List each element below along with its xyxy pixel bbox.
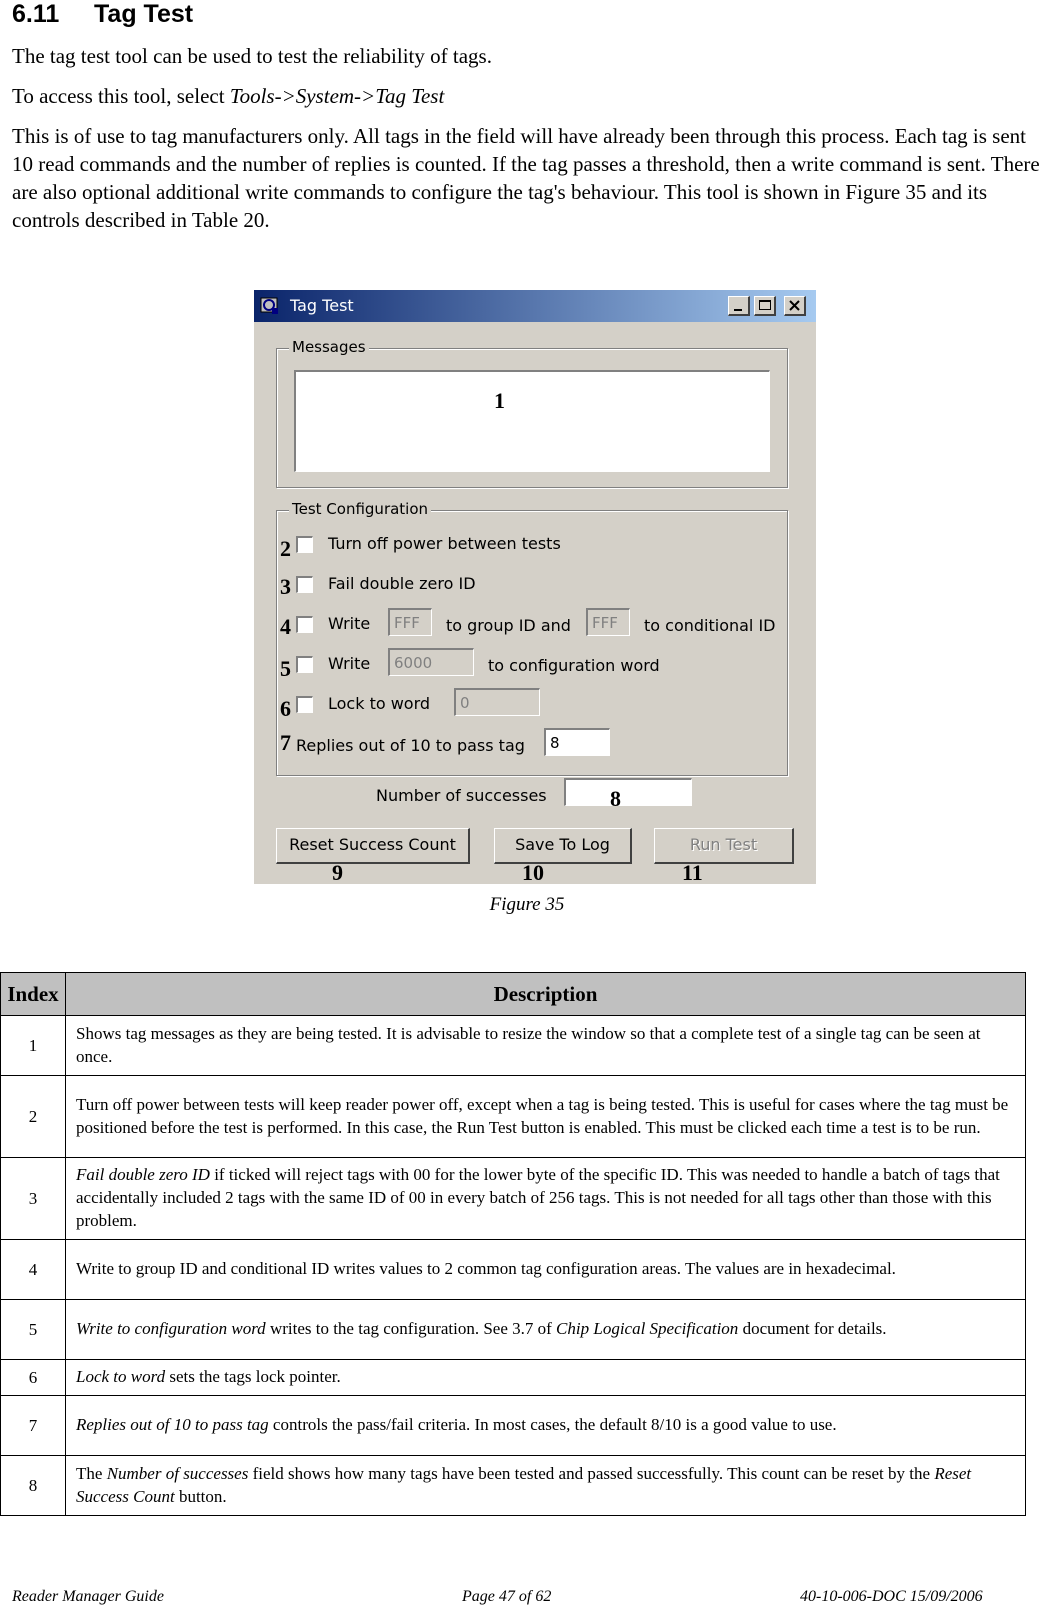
intro-paragraph-3: This is of use to tag manufacturers only. All tags in the field will have already been through this process. Each tag is sent 10 read commands and the number of replies is counted. If the tag passes a threshold, then a write command is sent. There are also optional additional write commands to configure the tag's behaviour. This tool is shown in Figure 35 and its controls described in Table 20. bbox=[12, 124, 1040, 232]
minimize-button[interactable] bbox=[728, 296, 750, 316]
callout-8: 8 bbox=[610, 786, 621, 811]
successes-label: Number of successes bbox=[376, 786, 547, 805]
row-description: Fail double zero ID if ticked will reject tags with 00 for the lower byte of the specific ID. This was needed to handle a batch of tags that accidentally included 2 tags with the same ID of 00 in every batch of 256 tags. This is not needed for all tags other than those with this problem. bbox=[66, 1158, 1026, 1240]
conditional-id-input[interactable]: FFF bbox=[586, 608, 630, 636]
dialog-title: Tag Test bbox=[290, 296, 354, 315]
maximize-button[interactable] bbox=[754, 296, 776, 316]
footer-doc-id: 40-10-006-DOC 15/09/2006 bbox=[800, 1588, 983, 1605]
messages-label: Messages bbox=[289, 338, 369, 356]
lock-word-checkbox[interactable] bbox=[296, 696, 313, 713]
callout-1: 1 bbox=[494, 388, 505, 413]
section-heading bbox=[12, 0, 193, 29]
run-test-button[interactable]: Run Test bbox=[654, 828, 794, 864]
callout-2: 2 bbox=[280, 536, 291, 561]
replies-label: Replies out of 10 to pass tag bbox=[296, 736, 525, 755]
group-id-input[interactable]: FFF bbox=[388, 608, 432, 636]
maximize-icon bbox=[758, 299, 772, 313]
index-header: Index bbox=[1, 973, 66, 1016]
tag-test-dialog bbox=[254, 290, 816, 884]
row-description: Write to configuration word writes to the tag configuration. See 3.7 of Chip Logical Specification document for details. bbox=[66, 1300, 1026, 1360]
lock-word-input[interactable]: 0 bbox=[454, 688, 540, 716]
section-number: 6.11 bbox=[12, 0, 60, 28]
write-group-checkbox[interactable] bbox=[296, 616, 313, 633]
successes-field bbox=[564, 778, 692, 806]
table-row bbox=[1, 1240, 1026, 1300]
row-index: 4 bbox=[1, 1240, 66, 1300]
messages-box[interactable] bbox=[294, 370, 770, 472]
reset-success-count-button[interactable]: Reset Success Count bbox=[276, 828, 470, 864]
write-group-label: Write bbox=[328, 614, 371, 633]
double-zero-checkbox[interactable] bbox=[296, 576, 313, 593]
row-description: Shows tag messages as they are being tested. It is advisable to resize the window so that a complete test of a single tag can be seen at once. bbox=[66, 1016, 1026, 1076]
to-group-label: to group ID and bbox=[446, 616, 571, 635]
callout-3: 3 bbox=[280, 574, 291, 599]
callout-11: 11 bbox=[682, 860, 703, 885]
section-title: Tag Test bbox=[94, 0, 194, 28]
save-to-log-button[interactable]: Save To Log bbox=[494, 828, 632, 864]
double-zero-label: Fail double zero ID bbox=[328, 574, 476, 593]
power-off-label: Turn off power between tests bbox=[328, 534, 561, 553]
footer-page-number: Page 47 of 62 bbox=[462, 1588, 552, 1605]
row-description: The Number of successes field shows how many tags have been tested and passed successfully. This count can be reset by the Reset Success Count button. bbox=[66, 1456, 1026, 1516]
lock-word-label: Lock to word bbox=[328, 694, 431, 713]
config-word-input[interactable]: 6000 bbox=[388, 648, 474, 676]
callout-6: 6 bbox=[280, 696, 291, 721]
row-index: 3 bbox=[1, 1158, 66, 1240]
close-button[interactable] bbox=[784, 296, 806, 316]
menu-path: Tools->System->Tag Test bbox=[229, 84, 445, 108]
row-index: 1 bbox=[1, 1016, 66, 1076]
to-conditional-label: to conditional ID bbox=[644, 616, 776, 635]
table-row bbox=[1, 1158, 1026, 1240]
controls-table bbox=[0, 972, 1026, 1516]
to-config-word-label: to configuration word bbox=[488, 656, 660, 675]
app-icon bbox=[260, 296, 280, 316]
power-off-checkbox[interactable] bbox=[296, 536, 313, 553]
table-row bbox=[1, 1396, 1026, 1456]
row-index: 5 bbox=[1, 1300, 66, 1360]
callout-4: 4 bbox=[280, 614, 291, 639]
intro-paragraph-1: The tag test tool can be used to test the reliability of tags. bbox=[12, 44, 492, 68]
replies-input[interactable]: 8 bbox=[544, 728, 610, 756]
title-bar[interactable] bbox=[254, 290, 816, 322]
row-index: 8 bbox=[1, 1456, 66, 1516]
footer-doc-title: Reader Manager Guide bbox=[12, 1588, 164, 1605]
intro-paragraph-2 bbox=[12, 82, 1052, 110]
table-header-row bbox=[1, 973, 1026, 1016]
table-row bbox=[1, 1300, 1026, 1360]
close-icon bbox=[788, 299, 802, 313]
callout-7: 7 bbox=[280, 730, 291, 755]
row-description: Replies out of 10 to pass tag controls the pass/fail criteria. In most cases, the default 8/10 is a good value to use. bbox=[66, 1396, 1026, 1456]
row-description: Write to group ID and conditional ID writes values to 2 common tag configuration areas. The values are in hexadecimal. bbox=[66, 1240, 1026, 1300]
table-row bbox=[1, 1360, 1026, 1396]
table-row bbox=[1, 1456, 1026, 1516]
table-row bbox=[1, 1016, 1026, 1076]
row-index: 2 bbox=[1, 1076, 66, 1158]
callout-9: 9 bbox=[332, 860, 343, 885]
figure-caption: Figure 35 bbox=[489, 894, 565, 915]
callout-5: 5 bbox=[280, 656, 291, 681]
row-description: Lock to word sets the tags lock pointer. bbox=[66, 1360, 1026, 1396]
row-index: 6 bbox=[1, 1360, 66, 1396]
minimize-icon bbox=[732, 299, 746, 313]
row-index: 7 bbox=[1, 1396, 66, 1456]
description-header: Description bbox=[66, 973, 1026, 1016]
table-row bbox=[1, 1076, 1026, 1158]
test-configuration-label: Test Configuration bbox=[289, 500, 431, 518]
write-config-label: Write bbox=[328, 654, 371, 673]
callout-10: 10 bbox=[522, 860, 544, 885]
access-prefix: To access this tool, select bbox=[12, 84, 230, 108]
write-config-checkbox[interactable] bbox=[296, 656, 313, 673]
row-description: Turn off power between tests will keep reader power off, except when a tag is being tested. This is useful for cases where the tag must be positioned before the test is performed. In this case, the Run Test button is enabled. This must be clicked each time a test is to be run. bbox=[66, 1076, 1026, 1158]
